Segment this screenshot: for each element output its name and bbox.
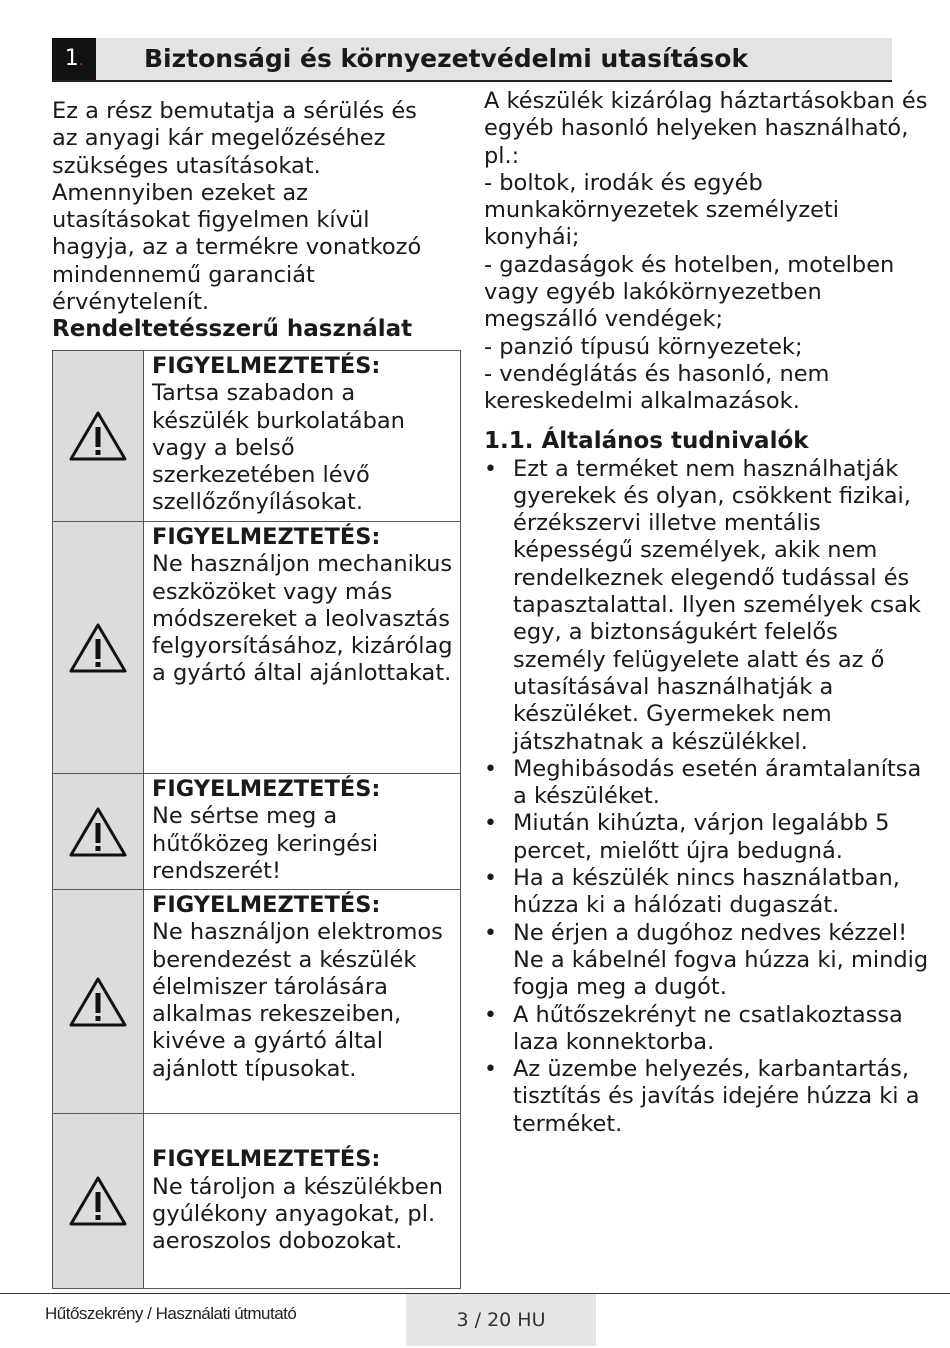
- warning-triangle-icon: [68, 410, 128, 462]
- left-column: [52, 98, 462, 343]
- warning-text: Tartsa szabadon a készülék burkolatában vagy a belső szerkezetében lévő szellőzőnyílásokat.: [152, 380, 405, 516]
- list-item: • Ezt a terméket nem használhatják gyerekek és olyan, csökkent fizikai, érzékszervi illetve mentális képességű személyek, akik nem rendelkeznek elegendő tudással és tapasztalattal. Ilyen személyek csak egy, a biztonságukért felelős személy felügyelete alatt és az ő utasításával használhatják a készüléket. Gyermekek nem játszhatnak a készülékkel.: [484, 455, 921, 755]
- warning-row: [53, 890, 461, 1114]
- warning-title: FIGYELMEZTETÉS:: [152, 1146, 381, 1173]
- usage-intro: A készülék kizárólag háztartásokban és egyéb hasonló helyeken használható, pl.:: [484, 88, 928, 169]
- bullet-icon: •: [484, 920, 497, 946]
- warning-title: FIGYELMEZTETÉS:: [152, 892, 381, 918]
- footer-document-title: Hűtőszekrény / Használati útmutató: [45, 1304, 297, 1323]
- warning-title: FIGYELMEZTETÉS:: [152, 776, 381, 802]
- intro-paragraph: Ez a rész bemutatja a sérülés és az anyagi kár megelőzéséhez szükséges utasításokat. Amennyiben ezeket az utasításokat figyelmen kívül hagyja, az a termékre vonatkozó mindennemű garanciát érvénytelenít.: [52, 98, 422, 316]
- warning-triangle-icon: [68, 976, 128, 1028]
- warning-row: [53, 351, 461, 522]
- warning-title: FIGYELMEZTETÉS:: [152, 524, 381, 550]
- list-item: • Ha a készülék nincs használatban, húzza ki a hálózati dugaszát.: [484, 865, 900, 919]
- warning-text: Ne tároljon a készülékben gyúlékony anyagokat, pl. aeroszolos dobozokat.: [152, 1173, 443, 1255]
- usage-item: - panzió típusú környezetek;: [484, 333, 803, 360]
- section-number: 1.: [52, 38, 96, 80]
- warning-triangle-icon: [68, 1175, 128, 1227]
- bullet-icon: •: [484, 811, 497, 837]
- right-column: [484, 88, 929, 1138]
- warning-text: Ne sértse meg a hűtőközeg keringési rendszerét!: [152, 803, 379, 884]
- section-title: Biztonsági és környezetvédelmi utasítások: [144, 44, 749, 73]
- bullet-icon: •: [484, 756, 497, 782]
- bullet-icon: •: [484, 456, 497, 482]
- list-item: • Miután kihúzta, várjon legalább 5 percet, mielőtt újra bedugná.: [484, 810, 890, 864]
- warning-row: [53, 1114, 461, 1289]
- list-item: • Meghibásodás esetén áramtalanítsa a készüléket.: [484, 755, 922, 810]
- warning-row: [53, 522, 461, 774]
- bullet-icon: •: [484, 1002, 497, 1028]
- list-item: • Ne érjen a dugóhoz nedves kézzel! Ne a kábelnél fogva húzza ki, mindig fogja meg a dugót.: [484, 919, 929, 1001]
- page-number: 3 / 20 HU: [406, 1294, 596, 1346]
- list-item: • A hűtőszekrényt ne csatlakoztassa laza konnektorba.: [484, 1001, 903, 1055]
- general-info-list: [484, 456, 929, 1138]
- warning-triangle-icon: [68, 806, 128, 858]
- usage-item: - boltok, irodák és egyéb munkakörnyezetek személyzeti konyhái;: [484, 169, 840, 251]
- warning-text: Ne használjon mechanikus eszközöket vagy más módszereket a leolvasztás felgyorsításához, kizárólag a gyártó által ajánlottakat.: [152, 551, 453, 687]
- warning-title: FIGYELMEZTETÉS:: [152, 353, 381, 379]
- intended-use-heading: Rendeltetésszerű használat: [52, 316, 413, 343]
- general-info-heading: 1.1. Általános tudnivalók: [484, 427, 809, 454]
- bullet-icon: •: [484, 1057, 497, 1083]
- list-item: • Az üzembe helyezés, karbantartás, tisztítás és javítás idejére húzza ki a terméket.: [484, 1056, 920, 1137]
- warning-table: [52, 350, 461, 1289]
- bullet-icon: •: [484, 866, 497, 892]
- usage-item: - gazdaságok és hotelben, motelben vagy egyéb lakókörnyezetben megszálló vendégek;: [484, 251, 895, 333]
- section-header: [52, 38, 892, 82]
- warning-triangle-icon: [68, 622, 128, 674]
- usage-item: - vendéglátás és hasonló, nem kereskedelmi alkalmazások.: [484, 360, 830, 415]
- warning-text: Ne használjon elektromos berendezést a készülék élelmiszer tárolására alkalmas rekeszeiben, kivéve a gyártó által ajánlott típusokat.: [152, 919, 443, 1082]
- warning-row: [53, 774, 461, 890]
